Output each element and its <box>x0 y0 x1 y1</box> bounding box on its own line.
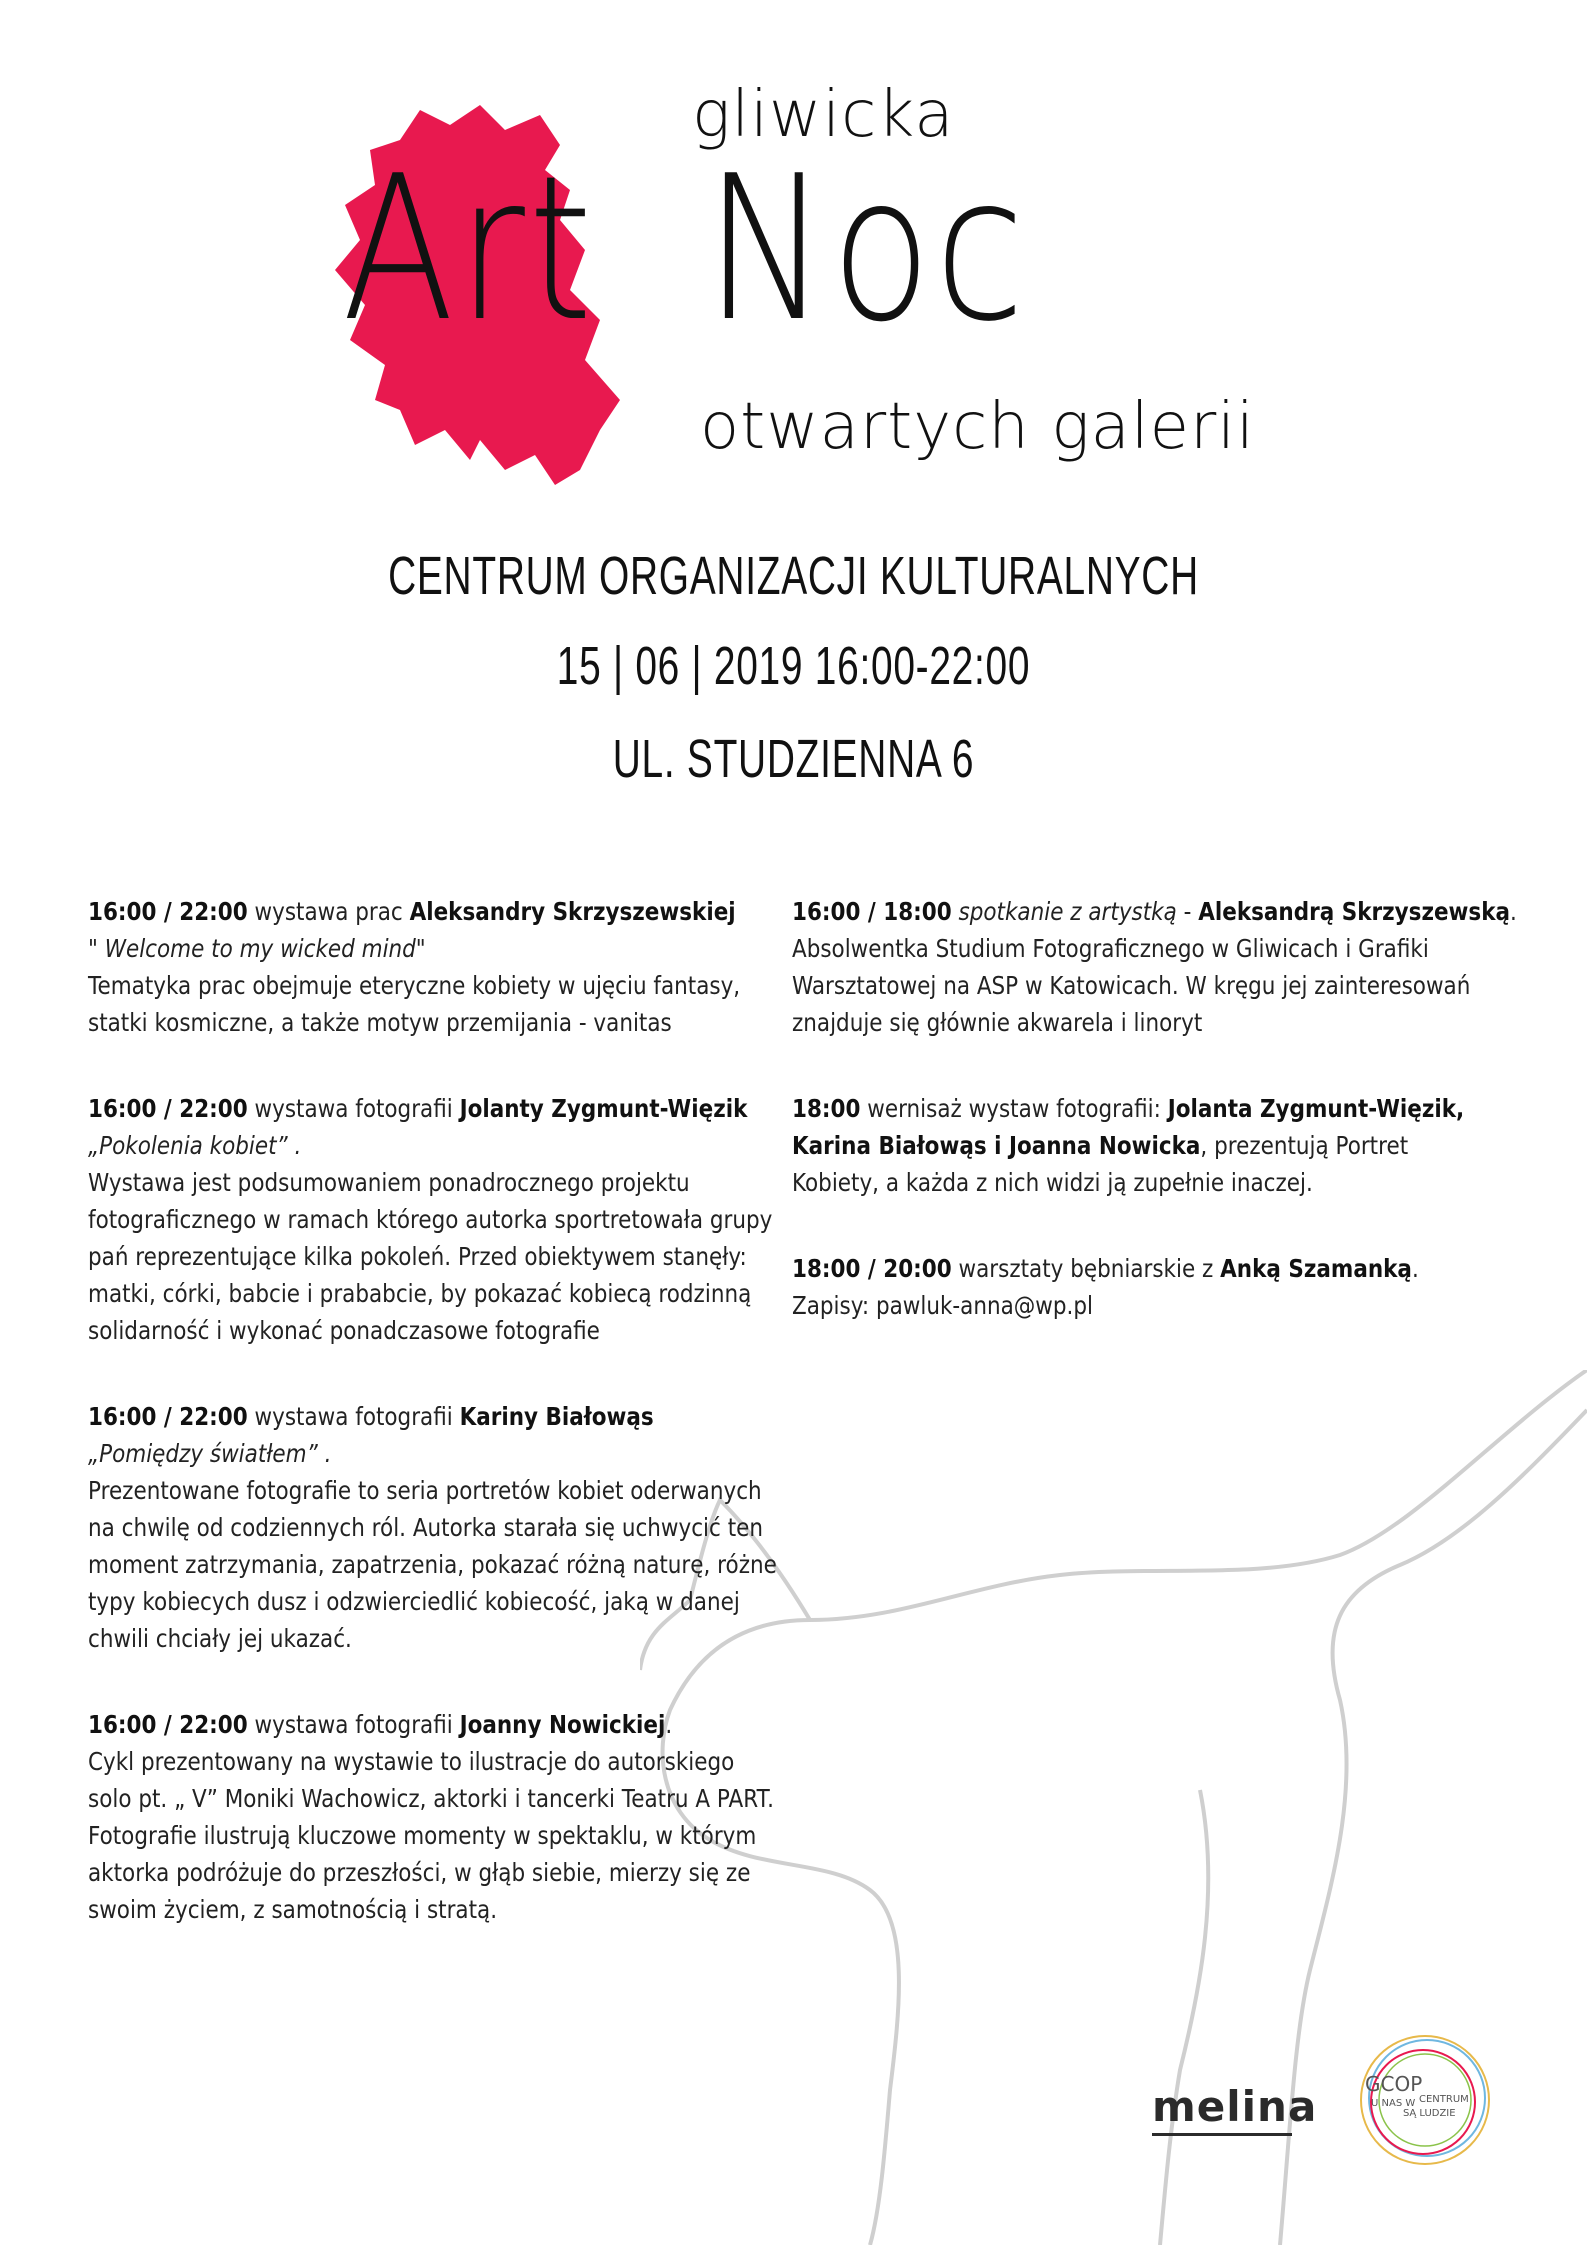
melina-logo-text: melina <box>1152 2082 1318 2131</box>
event-intro: wystawa fotografii <box>247 1402 460 1431</box>
event-artist: Anką Szamanką <box>1220 1254 1412 1283</box>
event-dash: - <box>1176 897 1199 926</box>
event-intro: warsztaty bębniarskie z <box>951 1254 1221 1283</box>
event-desc-line: Kobiety, a każda z nich widzi ją zupełnie inaczej. <box>792 1168 1313 1197</box>
event-desc-line: solidarność i wykonać ponadczasowe fotografie <box>88 1316 600 1345</box>
event-desc-line: chwili chciały jej ukazać. <box>88 1624 352 1653</box>
right-column <box>792 893 1587 1324</box>
event-desc-fragment: , prezentują Portret <box>1200 1131 1409 1160</box>
event-suffix: . <box>1510 897 1517 926</box>
event-desc-line: Warsztatowej na ASP w Katowicach. W kręgu jej zainteresowań <box>792 971 1471 1000</box>
event-signup: Zapisy: pawluk-anna@wp.pl <box>792 1291 1093 1320</box>
event-desc-line: znajduje się głównie akwarela i linoryt <box>792 1008 1203 1037</box>
event-desc-line: swoim życiem, z samotnością i stratą. <box>88 1895 498 1924</box>
event-time: 18:00 / 20:00 <box>792 1254 952 1283</box>
event-block <box>88 1090 777 1349</box>
event-desc-line: solo pt. „ V” Moniki Wachowicz, aktorki i tancerki Teatru A PART. <box>88 1784 775 1813</box>
logo-top-word: gliwicka <box>692 78 955 152</box>
event-desc-line: pań reprezentujące kilka pokoleń. Przed obiektywem stanęły: <box>88 1242 747 1271</box>
event-activity: spotkanie z artystką <box>958 897 1177 926</box>
event-time: 18:00 <box>792 1094 861 1123</box>
event-artist: Aleksandrą Skrzyszewską <box>1198 897 1511 926</box>
event-date-time: 15 | 06 | 2019 16:00-22:00 <box>556 636 1031 696</box>
logo-bottom-words: otwartych galerii <box>700 390 1255 464</box>
event-time: 16:00 / 22:00 <box>88 1094 248 1123</box>
event-suffix: . <box>1411 1254 1419 1283</box>
event-suffix: . <box>665 1710 673 1739</box>
logo-title-noc: Noc <box>705 133 1029 366</box>
event-desc-line: aktorka podróżuje do przeszłości, w głąb siebie, mierzy się ze <box>88 1858 751 1887</box>
event-desc-line: statki kosmiczne, a także motyw przemijania - vanitas <box>88 1008 672 1037</box>
event-desc-line: Fotografie ilustrują kluczowe momenty w spektaklu, w którym <box>88 1821 757 1850</box>
gcop-logo-tagline: CENTRUM <box>1419 2094 1469 2105</box>
melina-logo-underline <box>1152 2133 1292 2136</box>
event-artist: Aleksandry Skrzyszewskiej <box>409 897 736 926</box>
event-time: 16:00 / 18:00 <box>792 897 952 926</box>
event-desc-line: fotograficznego w ramach którego autorka sportretowała grupy <box>88 1205 773 1234</box>
event-subtitle: „Pomiędzy światłem” . <box>88 1439 332 1468</box>
event-desc-line: Tematyka prac obejmuje eteryczne kobiety w ujęciu fantasy, <box>88 971 741 1000</box>
event-desc-line: typy kobiecych dusz i odzwierciedlić kobiecość, jaką w danej <box>88 1587 740 1616</box>
event-block <box>792 1250 1517 1324</box>
venue-address: UL. STUDZIENNA 6 <box>612 729 975 789</box>
gcop-logo-tagline: SĄ LUDZIE <box>1403 2108 1456 2119</box>
event-artist: Joanny Nowickiej <box>459 1710 666 1739</box>
event-subtitle: " Welcome to my wicked mind" <box>88 934 426 963</box>
event-block <box>88 893 777 1041</box>
event-desc-line: Prezentowane fotografie to seria portretów kobiet oderwanych <box>88 1476 762 1505</box>
event-desc-line: Absolwentka Studium Fotograficznego w Gliwicach i Grafiki <box>792 934 1429 963</box>
event-desc-line: matki, córki, babcie i prababcie, by pokazać kobiecą rodzinną <box>88 1279 752 1308</box>
event-intro: wernisaż wystaw fotografii: <box>860 1094 1168 1123</box>
gcop-logo <box>1355 2030 1495 2170</box>
event-artists: Karina Białowąs i Joanna Nowicka <box>792 1131 1201 1160</box>
gcop-logo-tagline: U NAS W <box>1371 2098 1416 2109</box>
event-artist: Jolanty Zygmunt-Więzik <box>459 1094 748 1123</box>
logo-title-art: Art <box>342 133 596 366</box>
event-desc-line: Cykl prezentowany na wystawie to ilustracje do autorskiego <box>88 1747 735 1776</box>
event-desc-line: moment zatrzymania, zapatrzenia, pokazać różną naturę, różne <box>88 1550 777 1579</box>
event-intro: wystawa fotografii <box>247 1710 460 1739</box>
event-block <box>88 1398 777 1657</box>
venue-name: CENTRUM ORGANIZACJI KULTURALNYCH <box>388 546 1199 606</box>
event-subtitle: „Pokolenia kobiet” . <box>88 1131 302 1160</box>
event-artist: Kariny Białowąs <box>459 1402 654 1431</box>
event-time: 16:00 / 22:00 <box>88 897 248 926</box>
event-intro: wystawa fotografii <box>247 1094 460 1123</box>
event-artists: Jolanta Zygmunt-Więzik, <box>1167 1094 1465 1123</box>
event-desc-line: Wystawa jest podsumowaniem ponadrocznego projektu <box>88 1168 690 1197</box>
event-desc-line: na chwilę od codziennych ról. Autorka starała się uchwycić ten <box>88 1513 763 1542</box>
event-intro: wystawa prac <box>247 897 410 926</box>
event-block <box>792 1090 1517 1201</box>
event-time: 16:00 / 22:00 <box>88 1402 248 1431</box>
event-block <box>792 893 1517 1041</box>
melina-logo <box>1152 2082 1318 2135</box>
event-time: 16:00 / 22:00 <box>88 1710 248 1739</box>
left-column <box>88 893 889 1928</box>
event-block <box>88 1706 777 1928</box>
gcop-logo-text: GCOP <box>1365 2072 1423 2096</box>
